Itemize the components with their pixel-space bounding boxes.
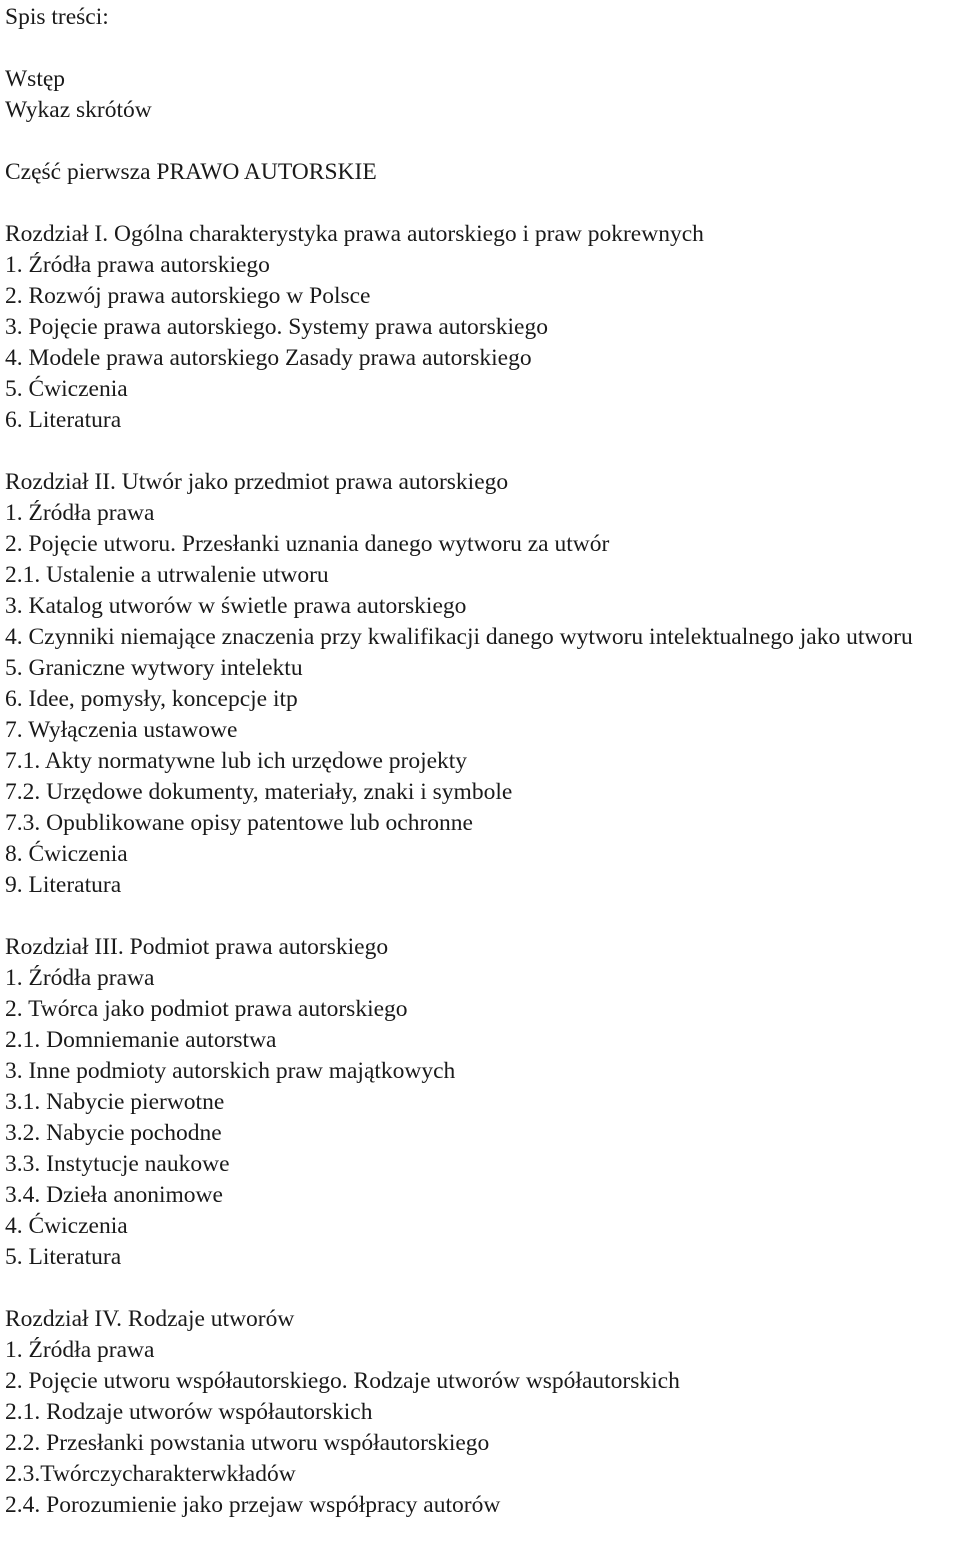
- spacer: [5, 188, 960, 219]
- toc-item: 2.3.Twórczycharakterwkładów: [5, 1461, 296, 1487]
- toc-item: 5. Graniczne wytwory intelektu: [5, 655, 303, 681]
- toc-item: 7.2. Urzędowe dokumenty, materiały, znaki i symbole: [5, 779, 513, 805]
- toc-item: 1. Źródła prawa autorskiego: [5, 252, 270, 278]
- toc-entry-abbreviations: Wykaz skrótów: [5, 97, 152, 123]
- toc-item: 5. Literatura: [5, 1244, 122, 1270]
- chapter-heading: Rozdział II. Utwór jako przedmiot prawa autorskiego: [5, 469, 509, 495]
- toc-item: 2.1. Ustalenie a utrwalenie utworu: [5, 562, 329, 588]
- toc-item: 3.2. Nabycie pochodne: [5, 1120, 222, 1146]
- spacer: [5, 901, 960, 932]
- toc-item: 2. Pojęcie utworu współautorskiego. Rodzaje utworów współautorskich: [5, 1368, 680, 1394]
- toc-item: 1. Źródła prawa: [5, 500, 155, 526]
- toc-item: 2.4. Porozumienie jako przejaw współpracy autorów: [5, 1492, 501, 1518]
- chapter-3: [5, 932, 960, 1273]
- chapter-1: [5, 219, 960, 436]
- toc-item: 7.1. Akty normatywne lub ich urzędowe projekty: [5, 748, 468, 774]
- toc-item: 8. Ćwiczenia: [5, 841, 128, 867]
- toc-item: 2.1. Rodzaje utworów współautorskich: [5, 1399, 373, 1425]
- document-page: [5, 0, 960, 1521]
- toc-title: Spis treści:: [5, 4, 109, 30]
- toc-item: 3. Inne podmioty autorskich praw majątkowych: [5, 1058, 456, 1084]
- toc-item: 3.1. Nabycie pierwotne: [5, 1089, 225, 1115]
- spacer: [5, 1273, 960, 1304]
- toc-item: 3.3. Instytucje naukowe: [5, 1151, 230, 1177]
- toc-item: 3. Pojęcie prawa autorskiego. Systemy prawa autorskiego: [5, 314, 548, 340]
- toc-item: 2. Rozwój prawa autorskiego w Polsce: [5, 283, 371, 309]
- spacer: [5, 33, 960, 64]
- part-heading: Część pierwsza PRAWO AUTORSKIE: [5, 159, 377, 185]
- toc-item: 3.4. Dzieła anonimowe: [5, 1182, 223, 1208]
- chapter-heading: Rozdział I. Ogólna charakterystyka prawa autorskiego i praw pokrewnych: [5, 221, 704, 247]
- spacer: [5, 126, 960, 157]
- chapter-heading: Rozdział III. Podmiot prawa autorskiego: [5, 934, 389, 960]
- toc-item: 1. Źródła prawa: [5, 965, 155, 991]
- toc-item: 4. Czynniki niemające znaczenia przy kwalifikacji danego wytworu intelektualnego jako utworu: [5, 624, 913, 650]
- toc-item: 2. Twórca jako podmiot prawa autorskiego: [5, 996, 408, 1022]
- toc-item: 2.1. Domniemanie autorstwa: [5, 1027, 277, 1053]
- chapter-heading: Rozdział IV. Rodzaje utworów: [5, 1306, 295, 1332]
- toc-item: 7. Wyłączenia ustawowe: [5, 717, 238, 743]
- toc-item: 4. Modele prawa autorskiego Zasady prawa autorskiego: [5, 345, 532, 371]
- spacer: [5, 436, 960, 467]
- toc-item: 9. Literatura: [5, 872, 122, 898]
- toc-item: 3. Katalog utworów w świetle prawa autorskiego: [5, 593, 467, 619]
- toc-item: 7.3. Opublikowane opisy patentowe lub ochronne: [5, 810, 473, 836]
- chapter-2: [5, 467, 960, 901]
- toc-item: 6. Idee, pomysły, koncepcje itp: [5, 686, 298, 712]
- toc-item: 6. Literatura: [5, 407, 122, 433]
- toc-item: 2.2. Przesłanki powstania utworu współautorskiego: [5, 1430, 490, 1456]
- toc-item: 1. Źródła prawa: [5, 1337, 155, 1363]
- toc-item: 2. Pojęcie utworu. Przesłanki uznania danego wytworu za utwór: [5, 531, 610, 557]
- toc-item: 4. Ćwiczenia: [5, 1213, 128, 1239]
- toc-entry-intro: Wstęp: [5, 66, 66, 92]
- chapter-4: [5, 1304, 960, 1521]
- toc-item: 5. Ćwiczenia: [5, 376, 128, 402]
